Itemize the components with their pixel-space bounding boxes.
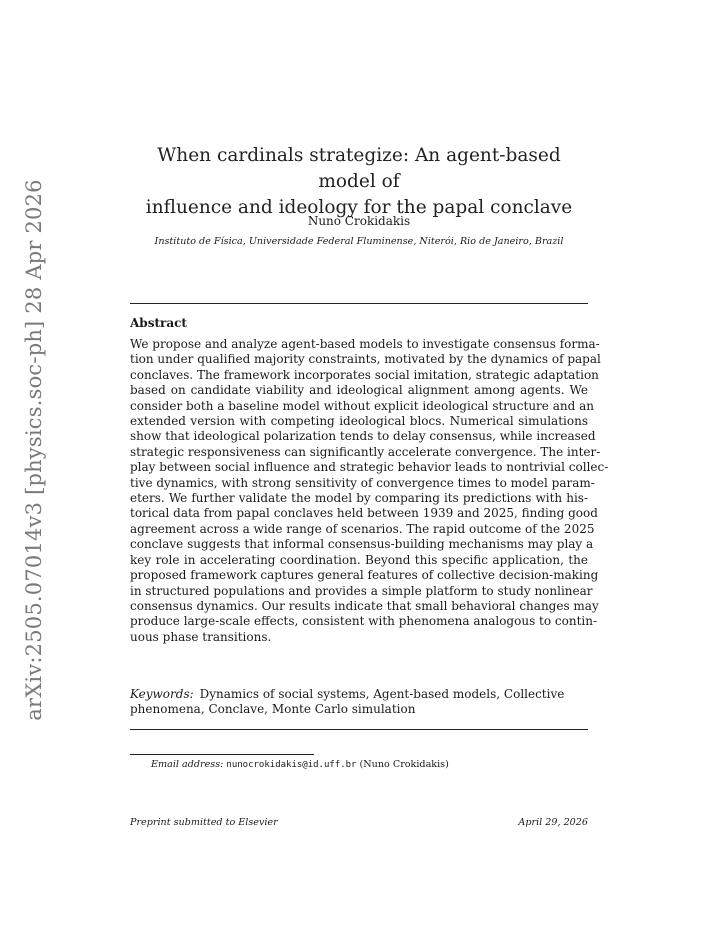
abstract-line: tive dynamics, with strong sensitivity of convergence times to model param- xyxy=(130,475,595,490)
abstract-line: tion under qualified majority constraints, motivated by the dynamics of papal xyxy=(130,352,601,367)
abstract-top-rule xyxy=(130,303,588,304)
abstract-line: conclave suggests that informal consensus-building mechanisms may play a xyxy=(130,537,594,552)
abstract-line: in structured populations and provides a simple platform to study nonlinear xyxy=(130,583,593,598)
abstract-line: based on candidate viability and ideological alignment among agents. We xyxy=(130,383,588,398)
footnote-name: (Nuno Crokidakis) xyxy=(359,759,449,770)
keywords-label: Keywords: xyxy=(130,687,194,701)
abstract-line: strategic responsiveness can significantly accelerate convergence. The inter- xyxy=(130,444,601,459)
author-name: Nuno Crokidakis xyxy=(307,214,411,228)
abstract-line: proposed framework captures general features of collective decision-making xyxy=(130,568,599,583)
abstract-line: torical data from papal conclaves held between 1939 and 2025, finding good xyxy=(130,506,598,521)
author-affiliation: Instituto de Física, Universidade Federal Fluminense, Niterói, Rio de Janeiro, Brazil xyxy=(154,236,564,247)
preprint-note: Preprint submitted to Elsevier xyxy=(130,817,278,828)
abstract-body xyxy=(130,337,609,645)
footnote xyxy=(151,759,449,770)
abstract-line: produce large-scale effects, consistent with phenomena analogous to contin- xyxy=(130,614,598,629)
keywords-block xyxy=(130,687,588,718)
abstract-line: consider both a baseline model without explicit ideological structure and an xyxy=(130,398,594,413)
footnote-rule xyxy=(130,754,314,755)
title-line: When cardinals strategize: An agent-based model of xyxy=(157,145,561,192)
abstract-line: We propose and analyze agent-based models to investigate consensus forma- xyxy=(130,337,600,351)
abstract-bottom-rule xyxy=(130,729,588,730)
arxiv-identifier-stamp: arXiv:2505.07014v3 [physics.soc-ph] 28 Apr 2026 xyxy=(22,179,46,721)
abstract-line: extended version with competing ideological blocs. Numerical simulations xyxy=(130,414,588,429)
abstract-heading: Abstract xyxy=(130,316,187,330)
abstract-line: consensus dynamics. Our results indicate that small behavioral changes may xyxy=(130,598,599,613)
preprint-date: April 29, 2026 xyxy=(518,817,588,828)
author-email-link[interactable]: nunocrokidakis@id.uff.br xyxy=(226,760,357,770)
paper-title xyxy=(130,143,588,221)
abstract-line: key role in accelerating coordination. Beyond this specific application, the xyxy=(130,552,588,567)
abstract-line: show that ideological polarization tends to delay consensus, while increased xyxy=(130,429,596,444)
abstract-line: conclaves. The framework incorporates social imitation, strategic adaptation xyxy=(130,367,599,382)
keywords-text: Dynamics of social systems, Agent-based models, Collective xyxy=(199,687,565,701)
abstract-line: uous phase transitions. xyxy=(130,629,272,644)
keywords-line xyxy=(130,687,588,702)
abstract-line: play between social influence and strategic behavior leads to nontrivial collec- xyxy=(130,460,609,475)
abstract-line: eters. We further validate the model by comparing its predictions with his- xyxy=(130,491,588,506)
abstract-line: agreement across a wide range of scenarios. The rapid outcome of the 2025 xyxy=(130,521,595,536)
keywords-line: phenomena, Conclave, Monte Carlo simulation xyxy=(130,702,416,717)
title-line: influence and ideology for the papal conclave xyxy=(145,197,573,218)
footnote-label: Email address: xyxy=(151,759,224,770)
